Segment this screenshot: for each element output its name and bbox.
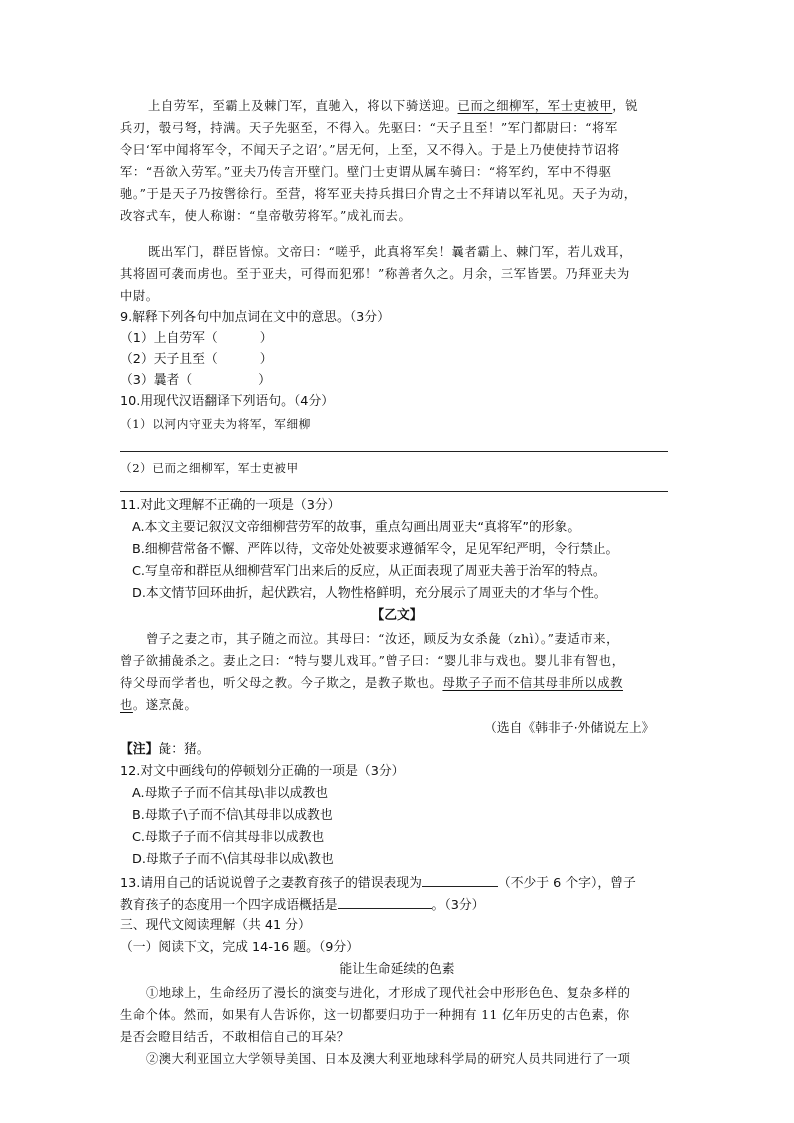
note-label: 【注】 — [120, 742, 159, 757]
jia-p1-line-2: 兵刃，彀弓弩，持满。天子先驱至，不得入。先驱曰：“天子且至！”军门都尉曰：“将军 — [120, 121, 618, 135]
yi-underlined-sentence-end: 也 — [120, 698, 133, 712]
jia-p1-line-4: 军：“吾欲入劳军。”亚夫乃传言开壁门。壁门士吏谓从属车骑曰：“将军约，军中不得驱 — [120, 165, 612, 179]
q12-option-c[interactable]: C.母欺子子而不信其母非以成教也 — [132, 830, 325, 845]
q13-line-2 — [120, 894, 484, 916]
article-line-3: 是否会瞪目结舌，不敢相信自己的耳朵？ — [120, 1030, 350, 1044]
q9-close-paren: ） — [259, 352, 273, 367]
answer-line[interactable] — [120, 451, 668, 452]
yi-line-3 — [120, 673, 623, 693]
yi-line-4 — [120, 695, 197, 715]
q13-blank-2[interactable] — [338, 894, 432, 909]
yi-line-1: 曾子之妻之市，其子随之而泣。其母曰：“汝还，顾反为女杀彘（zhì）。”妻适市来， — [146, 632, 619, 646]
q10-stem: 10.用现代汉语翻译下列语句。（4分） — [120, 394, 335, 409]
jia-underlined-text: 已而之细柳军，军士吏被甲 — [457, 99, 613, 113]
q12-option-a[interactable]: A.母欺子子而不信其母\非以成教也 — [132, 786, 329, 801]
q9-item-text: （3）曩者（ — [120, 373, 193, 388]
article-title: 能让生命延续的色素 — [339, 962, 455, 977]
q11-option-a[interactable]: A.本文主要记叙汉文帝细柳营劳军的故事，重点勾画出周亚夫“真将军”的形象。 — [132, 520, 581, 535]
jia-text: ，锐 — [612, 99, 639, 113]
yi-source: （选自《韩非子·外储说左上》 — [484, 721, 655, 736]
q9-close-paren: ） — [259, 331, 273, 346]
jia-text: 上自劳军，至霸上及棘门军，直驰入，将以下骑送迎。 — [148, 99, 458, 113]
yi-line-2: 曾子欲捕彘杀之。妻止之曰：“特与婴儿戏耳。”曾子曰：“婴儿非与戏也。婴儿非有智也， — [120, 654, 625, 668]
article-line-2: 生命个体。然而，如果有人告诉你，这一切都要归功于一种拥有 11 亿年历史的古色素，你 — [120, 1008, 630, 1022]
q9-item-1 — [120, 329, 273, 349]
yi-note — [120, 740, 210, 760]
q11-stem: 11.对此文理解不正确的一项是（3分） — [120, 498, 341, 513]
q13-text: 13.请用自己的话说说曾子之妻教育孩子的错误表现为 — [120, 876, 422, 891]
q12-option-b[interactable]: B.母欺子\子而不信\其母非以成教也 — [132, 808, 333, 823]
q11-option-c[interactable]: C.写皇帝和群臣从细柳营军门出来后的反应，从正面表现了周亚夫善于治军的特点。 — [132, 564, 606, 579]
jia-p1-line-1 — [148, 96, 638, 116]
yi-title: 【乙文】 — [371, 608, 423, 623]
q9-stem: 9.解释下列各句中加点词在文中的意思。（3分） — [120, 310, 390, 325]
yi-text: 待父母而学者也，听父母之教。今子欺之，是教子欺也。 — [120, 676, 443, 690]
yi-underlined-sentence: 母欺子子而不信其母非所以成教 — [442, 676, 623, 690]
q12-option-d[interactable]: D.母欺子子而不\信其母非以成\教也 — [132, 852, 334, 867]
q9-item-3 — [120, 371, 271, 391]
q11-option-b[interactable]: B.细柳营常备不懈、严阵以待，文帝处处被要求遵循军令，足见军纪严明，令行禁止。 — [132, 542, 619, 557]
jia-p1-line-5: 驰。”于是天子乃按辔徐行。至营，将军亚夫持兵揖曰介胄之士不拜请以军礼见。天子为动， — [120, 187, 637, 201]
q12-stem: 12.对文中画线句的停顿划分正确的一项是（3分） — [120, 764, 405, 779]
jia-p2-line-1: 既出军门，群臣皆惊。文帝曰：“嗟乎，此真将军矣！曩者霸上、棘门军，若儿戏耳， — [148, 245, 633, 259]
article-line-1: ①地球上，生命经历了漫长的演变与进化，才形成了现代社会中形形色色、复杂多样的 — [146, 986, 631, 1000]
q10-item-1: （1）以河内守亚夫为将军，军细柳 — [120, 417, 311, 431]
jia-p2-line-3: 中尉。 — [120, 289, 159, 303]
article-line-4: ②澳大利亚国立大学领导美国、日本及澳大利亚地球科学局的研究人员共同进行了一项 — [146, 1052, 631, 1066]
answer-line[interactable] — [120, 491, 668, 492]
q13-text: 。（3分） — [431, 898, 485, 913]
jia-p1-line-3: 令曰‘军中闻将军令，不闻天子之诏’。”居无何，上至，又不得入。于是上乃使使持节诏将 — [120, 143, 620, 157]
q9-item-text: （1）上自劳军（ — [120, 331, 218, 346]
yi-text: 。遂烹彘。 — [132, 698, 198, 712]
q9-close-paren: ） — [258, 373, 271, 388]
jia-p2-line-2: 其将固可袭而虏也。至于亚夫，可得而犯邪！”称善者久之。月余，三军皆罢。乃拜亚夫为 — [120, 267, 630, 281]
note-text: 彘：猪。 — [158, 742, 210, 757]
q13-text: （不少于 6 个字），曾子 — [497, 876, 636, 891]
jia-p1-line-6: 改容式车，使人称谢：“皇帝敬劳将军。”成礼而去。 — [120, 209, 412, 223]
q9-item-text: （2）天子且至（ — [120, 352, 218, 367]
q11-option-d[interactable]: D.本文情节回环曲折，起伏跌宕，人物性格鲜明，充分展示了周亚夫的才华与个性。 — [132, 586, 607, 601]
q9-item-2 — [120, 350, 273, 370]
q13-blank-1[interactable] — [422, 872, 498, 887]
q13-line-1 — [120, 872, 636, 894]
q13-text: 教育孩子的态度用一个四字成语概括是 — [120, 898, 338, 913]
section-3-subheading: （一）阅读下文，完成 14-16 题。（9分） — [120, 940, 360, 955]
q10-item-2: （2）已而之细柳军，军士吏被甲 — [120, 461, 299, 475]
section-3-heading: 三、现代文阅读理解（共 41 分） — [120, 918, 311, 933]
